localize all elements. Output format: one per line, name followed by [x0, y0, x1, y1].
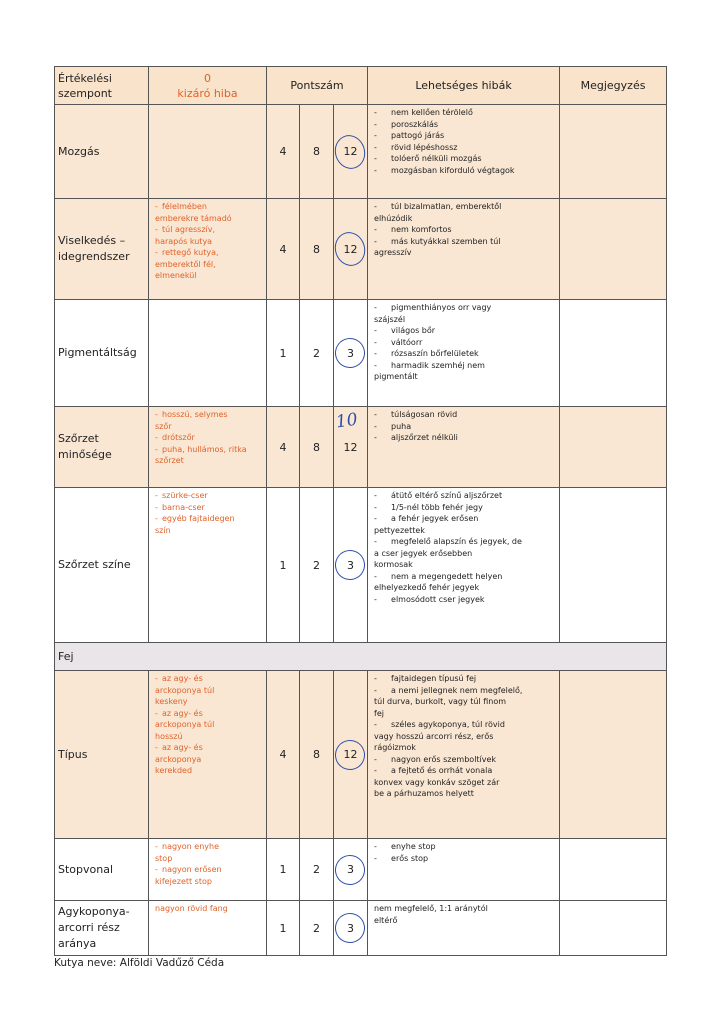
knockout-item: arckoponya túl: [155, 720, 215, 729]
error-item: - mozgásban kiforduló végtagok: [374, 165, 555, 177]
knockout-item: - szürke-cser: [155, 490, 264, 502]
error-item: - nem kellően térölelő: [374, 107, 555, 119]
knockout-item: arckoponya: [155, 754, 202, 764]
score-cell-selected: [334, 199, 368, 300]
section-title: Fej: [55, 643, 667, 671]
knockout-item: szőr: [155, 421, 172, 431]
error-item: - váltóorr: [374, 337, 555, 349]
score-value: 3: [347, 921, 355, 935]
knockout-item: emberektől fél,: [155, 259, 216, 269]
score-cell: [334, 407, 368, 488]
error-item: - poroszkálás: [374, 119, 555, 131]
error-item: - fajtaidegen típusú fej: [374, 673, 555, 685]
knockout-cell: [149, 901, 267, 956]
row-szorzet-szine: [55, 488, 667, 643]
score-cell-selected: [334, 105, 368, 199]
error-item: - rózsaszín bőrfelületek: [374, 348, 555, 360]
note-cell: [560, 671, 667, 839]
note-cell: [560, 901, 667, 956]
note-cell: [560, 300, 667, 407]
errors-cell: [368, 300, 560, 407]
error-item: elhúzódik: [374, 213, 413, 223]
knockout-item: hosszú: [155, 731, 183, 741]
error-item: vagy hosszú arcorri rész, erős: [374, 731, 494, 741]
knockout-item: kerekded: [155, 766, 193, 775]
knockout-item: keskeny: [155, 697, 188, 706]
score-cell-selected: [334, 671, 368, 839]
row-stopvonal: [55, 839, 667, 901]
knockout-item: emberekre támadó: [155, 213, 232, 223]
criterion-cell: Szőrzet minősége: [55, 407, 149, 488]
error-item: - pigmenthiányos orr vagy: [374, 302, 555, 314]
error-item: nem megfelelő, 1:1 aránytól: [374, 904, 488, 913]
error-item: - átütő eltérő színű aljszőrzet: [374, 490, 555, 502]
score-cell: 4: [267, 407, 300, 488]
score-cell: 8: [300, 407, 334, 488]
note-cell: [560, 407, 667, 488]
error-item: túl durva, burkolt, vagy túl finom: [374, 697, 507, 706]
criterion-cell: Viselkedés – idegrendszer: [55, 199, 149, 300]
evaluation-sheet: [54, 66, 666, 956]
score-value: 12: [343, 145, 358, 158]
header-criterion: Értékelési szempont: [55, 67, 149, 105]
error-item: szájszél: [374, 314, 406, 324]
error-item: - nem komfortos: [374, 224, 555, 236]
score-cell: 1: [267, 488, 300, 643]
error-item: fej: [374, 708, 384, 718]
error-item: elhelyezkedő fehér jegyek: [374, 583, 480, 592]
knockout-item: - félelmében: [155, 201, 264, 213]
handwritten-score: 10: [334, 409, 359, 433]
score-cell: 4: [267, 199, 300, 300]
error-item: - túl bizalmatlan, emberektől: [374, 201, 555, 213]
error-item: - 1/5-nél több fehér jegy: [374, 502, 555, 514]
knockout-item: - nagyon erősen: [155, 864, 264, 876]
knockout-item: arckoponya túl: [155, 685, 215, 695]
score-value: 12: [343, 242, 358, 256]
error-item: - pattogó járás: [374, 130, 555, 142]
header-knockout: [149, 67, 267, 105]
error-item: - tolóerő nélküli mozgás: [374, 153, 555, 165]
score-cell: 1: [267, 839, 300, 901]
knockout-item: - puha, hullámos, ritka: [155, 444, 264, 456]
errors-cell: [368, 407, 560, 488]
note-cell: [560, 488, 667, 643]
row-szorzet-minosege: [55, 407, 667, 488]
score-value: 12: [343, 748, 358, 761]
score-cell: 4: [267, 671, 300, 839]
knockout-item: stop: [155, 853, 173, 863]
error-item: konvex vagy konkáv szöget zár: [374, 777, 500, 787]
score-cell: 1: [267, 300, 300, 407]
score-value: 12: [343, 440, 358, 454]
knockout-item: harapós kutya: [155, 236, 213, 246]
knockout-item: kifejezett stop: [155, 876, 212, 886]
score-cell-selected: [334, 839, 368, 901]
knockout-item: szín: [155, 525, 171, 535]
score-cell-selected: [334, 300, 368, 407]
criterion-cell: Agykoponya-arcorri rész aránya: [55, 901, 149, 956]
error-item: eltérő: [374, 915, 398, 925]
header-score: Pontszám: [267, 67, 368, 105]
header-note: Megjegyzés: [560, 67, 667, 105]
header-row: [55, 67, 667, 105]
knockout-cell: [149, 105, 267, 199]
error-item: - rövid lépéshossz: [374, 142, 555, 154]
error-item: - harmadik szemhéj nem: [374, 360, 555, 372]
error-item: - más kutyákkal szemben túl: [374, 236, 555, 248]
row-agykoponya-arcorri-arany: [55, 901, 667, 956]
error-item: - túlságosan rövid: [374, 409, 555, 421]
error-item: - nagyon erős szemboltívek: [374, 754, 555, 766]
knockout-item: nagyon rövid fang: [155, 904, 228, 913]
error-item: pigmentált: [374, 372, 418, 381]
knockout-cell: [149, 199, 267, 300]
error-item: - enyhe stop: [374, 841, 555, 853]
header-errors: Lehetséges hibák: [368, 67, 560, 105]
error-item: - világos bőr: [374, 325, 555, 337]
criterion-cell: Pigmentáltság: [55, 300, 149, 407]
header-knockout-zero: 0: [204, 71, 211, 85]
error-item: agresszív: [374, 248, 412, 257]
note-cell: [560, 199, 667, 300]
criterion-cell: Típus: [55, 671, 149, 839]
knockout-item: - az agy- és: [155, 673, 264, 685]
row-tipus: [55, 671, 667, 839]
section-row-fej: [55, 643, 667, 671]
error-item: - megfelelő alapszín és jegyek, de: [374, 536, 555, 548]
error-item: - a fejtető és orrhát vonala: [374, 765, 555, 777]
knockout-item: - az agy- és: [155, 708, 264, 720]
score-value: 3: [347, 558, 355, 572]
errors-cell: [368, 199, 560, 300]
dog-name-footer: Kutya neve: Alföldi Vadűző Céda: [54, 957, 225, 969]
header-knockout-label: kizáró hiba: [177, 86, 238, 100]
evaluation-table: [54, 66, 667, 956]
knockout-item: - túl agresszív,: [155, 224, 264, 236]
score-cell: 8: [300, 671, 334, 839]
score-cell: 2: [300, 300, 334, 407]
note-cell: [560, 839, 667, 901]
errors-cell: [368, 671, 560, 839]
errors-cell: [368, 488, 560, 643]
error-item: a cser jegyek erősebben: [374, 548, 473, 558]
knockout-item: - barna-cser: [155, 502, 264, 514]
error-item: be a párhuzamos helyett: [374, 789, 474, 798]
error-item: pettyezettek: [374, 525, 425, 535]
error-item: kormosak: [374, 560, 413, 569]
row-viselkedes: [55, 199, 667, 300]
knockout-cell: [149, 407, 267, 488]
error-item: - a nemi jellegnek nem megfelelő,: [374, 685, 555, 697]
error-item: - erős stop: [374, 853, 555, 865]
error-item: - széles agykoponya, túl rövid: [374, 719, 555, 731]
score-value: 3: [347, 346, 355, 360]
errors-cell: [368, 839, 560, 901]
knockout-item: - rettegő kutya,: [155, 247, 264, 259]
knockout-cell: [149, 488, 267, 643]
knockout-item: - egyéb fajtaidegen: [155, 513, 264, 525]
row-mozgas: [55, 105, 667, 199]
knockout-item: elmenekül: [155, 271, 197, 280]
error-item: rágóizmok: [374, 743, 416, 752]
criterion-cell: Mozgás: [55, 105, 149, 199]
row-pigmentaltsag: [55, 300, 667, 407]
score-value: 3: [347, 863, 355, 876]
error-item: - nem a megengedett helyen: [374, 571, 555, 583]
score-cell: 8: [300, 199, 334, 300]
score-cell: 2: [300, 839, 334, 901]
error-item: - puha: [374, 421, 555, 433]
knockout-cell: [149, 839, 267, 901]
knockout-item: - az agy- és: [155, 742, 264, 754]
score-cell: 1: [267, 901, 300, 956]
error-item: - elmosódott cser jegyek: [374, 594, 555, 606]
knockout-item: szőrzet: [155, 456, 184, 465]
knockout-item: - hosszú, selymes: [155, 409, 264, 421]
score-cell: 2: [300, 901, 334, 956]
error-item: - aljszőrzet nélküli: [374, 432, 555, 444]
score-cell-selected: [334, 901, 368, 956]
errors-cell: [368, 901, 560, 956]
score-cell: 8: [300, 105, 334, 199]
score-cell: 4: [267, 105, 300, 199]
note-cell: [560, 105, 667, 199]
errors-cell: [368, 105, 560, 199]
knockout-item: - nagyon enyhe: [155, 841, 264, 853]
criterion-cell: Szőrzet színe: [55, 488, 149, 643]
score-cell: 2: [300, 488, 334, 643]
score-cell-selected: [334, 488, 368, 643]
error-item: - a fehér jegyek erősen: [374, 513, 555, 525]
criterion-cell: Stopvonal: [55, 839, 149, 901]
knockout-cell: [149, 671, 267, 839]
knockout-item: - drótszőr: [155, 432, 264, 444]
knockout-cell: [149, 300, 267, 407]
